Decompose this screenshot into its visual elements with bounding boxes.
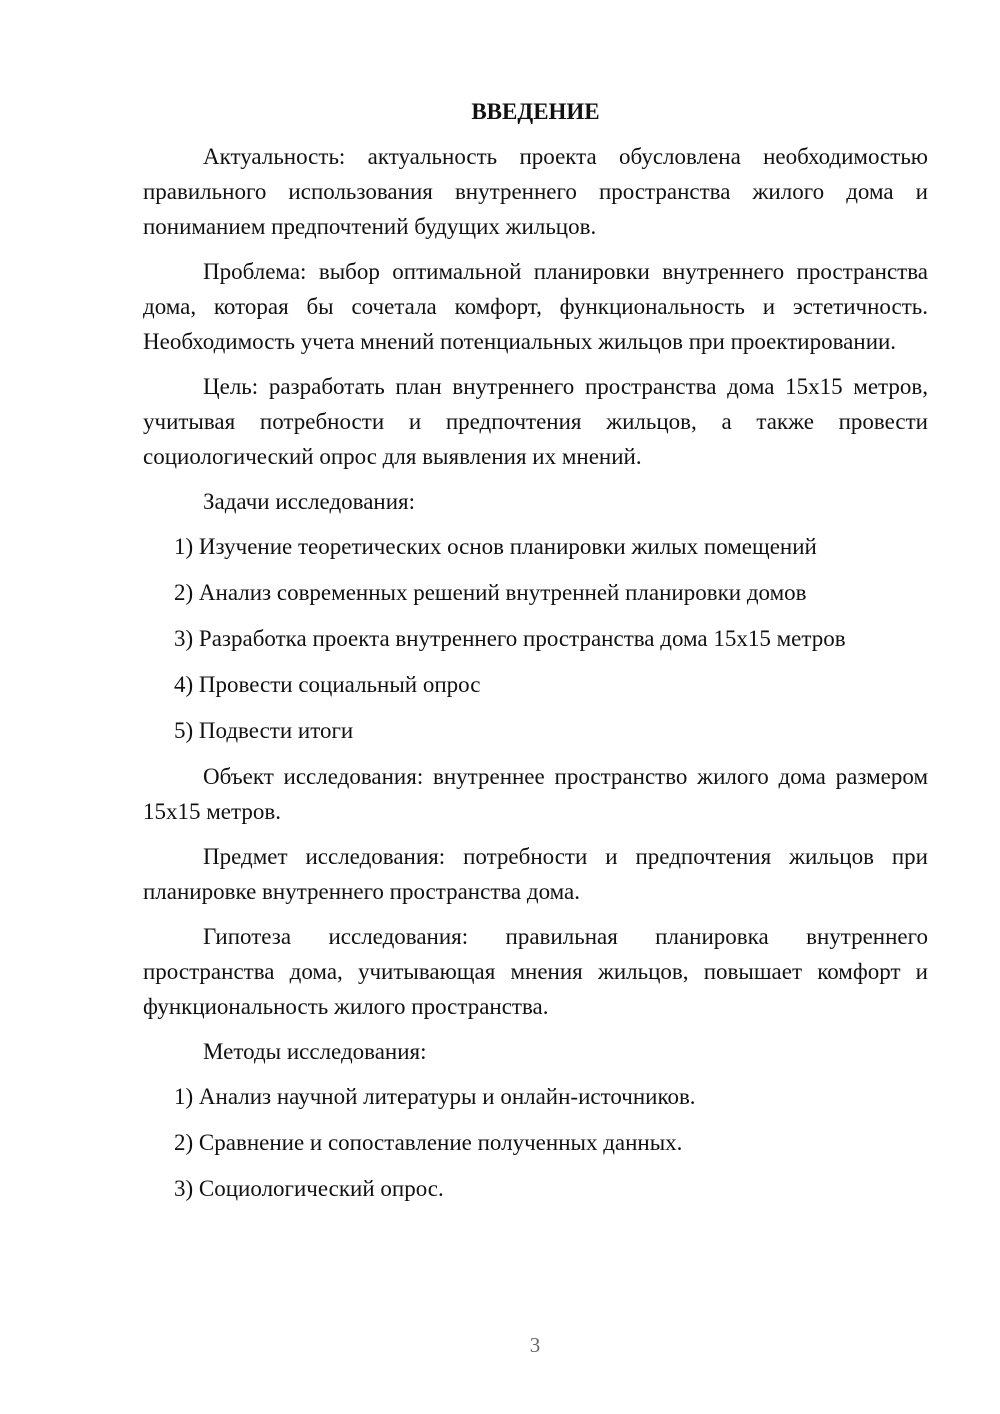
tasks-list [143,529,928,748]
page-number: 3 [529,1333,541,1357]
list-item: 5) Подвести итоги [174,718,354,743]
list-item: 2) Анализ современных решений внутренней планировки домов [174,580,807,605]
list-item: 3) Социологический опрос. [174,1176,444,1201]
methods-list [143,1079,928,1206]
list-item: 2) Сравнение и сопоставление полученных данных. [174,1130,683,1155]
object-paragraph: Объект исследования: внутреннее пространство жилого дома размером 15х15 метров. [143,764,928,824]
problem-paragraph: Проблема: выбор оптимальной планировки внутреннего пространства дома, которая бы сочетала комфорт, функциональность и эстетичность. Необходимость учета мнений потенциальных жильцов при проектировании. [143,259,928,354]
page-content [143,94,928,1217]
list-item: 1) Изучение теоретических основ планировки жилых помещений [174,534,817,559]
goal-paragraph: Цель: разработать план внутреннего пространства дома 15х15 метров, учитывая потребности и предпочтения жильцов, а также провести социологический опрос для выявления их мнений. [143,374,928,469]
tasks-heading: Задачи исследования: [203,489,416,514]
list-item: 1) Анализ научной литературы и онлайн-источников. [174,1084,696,1109]
hypothesis-paragraph: Гипотеза исследования: правильная планировка внутреннего пространства дома, учитывающая мнения жильцов, повышает комфорт и функциональность жилого пространства. [143,924,928,1019]
subject-paragraph: Предмет исследования: потребности и предпочтения жильцов при планировке внутреннего пространства дома. [143,844,928,904]
list-item: 4) Провести социальный опрос [174,672,481,697]
relevance-paragraph: Актуальность: актуальность проекта обусловлена необходимостью правильного использования внутреннего пространства жилого дома и пониманием предпочтений будущих жильцов. [143,144,928,239]
list-item: 3) Разработка проекта внутреннего пространства дома 15х15 метров [174,626,846,651]
page-title: ВВЕДЕНИЕ [471,99,600,124]
methods-heading: Методы исследования: [203,1039,427,1064]
